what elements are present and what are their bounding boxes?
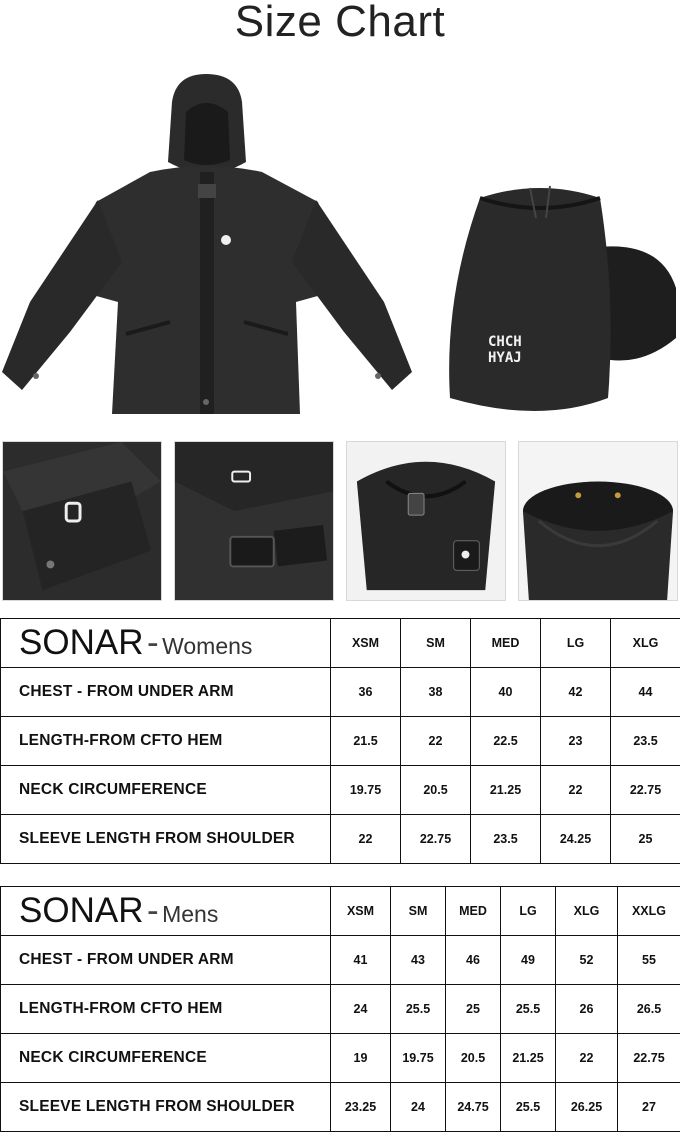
- measure-value: 21.5: [331, 717, 401, 766]
- measure-value: 25.5: [501, 1083, 556, 1132]
- measure-label: SLEEVE LENGTH FROM SHOULDER: [1, 1083, 331, 1132]
- measure-value: 25.5: [501, 985, 556, 1034]
- jacket-illustration: [0, 72, 414, 424]
- size-header: XSM: [331, 887, 391, 936]
- size-header: MED: [446, 887, 501, 936]
- measure-value: 23: [541, 717, 611, 766]
- womens-header-row: [1, 619, 680, 668]
- table-row: [1, 1083, 680, 1132]
- measure-value: 23.5: [611, 717, 680, 766]
- table-row: [1, 815, 680, 864]
- detail-photo-bag-opening: [518, 441, 678, 601]
- measure-value: 26.5: [618, 985, 680, 1034]
- size-header: XLG: [556, 887, 618, 936]
- measure-value: 42: [541, 668, 611, 717]
- measure-label: NECK CIRCUMFERENCE: [1, 766, 331, 815]
- measure-value: 52: [556, 936, 618, 985]
- table-row: [1, 1034, 680, 1083]
- measure-value: 22.75: [611, 766, 680, 815]
- brand-name: SONAR: [19, 891, 144, 930]
- measure-value: 22: [541, 766, 611, 815]
- measure-value: 27: [618, 1083, 680, 1132]
- opening-illustration: [519, 442, 677, 600]
- bag-photo: [440, 178, 680, 428]
- measure-value: 20.5: [401, 766, 471, 815]
- gender-label: Mens: [162, 901, 219, 927]
- measure-value: 22.5: [471, 717, 541, 766]
- title-separator: -: [146, 623, 159, 662]
- drawstring-illustration: [347, 442, 505, 600]
- measure-value: 19: [331, 1034, 391, 1083]
- measure-value: 23.25: [331, 1083, 391, 1132]
- size-header: XXLG: [618, 887, 680, 936]
- brand-name: SONAR: [19, 623, 144, 662]
- bag-illustration: [440, 178, 680, 428]
- page-title: Size Chart: [234, 0, 446, 46]
- measure-value: 26: [556, 985, 618, 1034]
- measure-value: 25: [446, 985, 501, 1034]
- size-header: LG: [541, 619, 611, 668]
- size-header: SM: [401, 619, 471, 668]
- measure-value: 22: [401, 717, 471, 766]
- measure-value: 22: [331, 815, 401, 864]
- measure-value: 21.25: [471, 766, 541, 815]
- measure-value: 36: [331, 668, 401, 717]
- jacket-photo: [0, 72, 414, 424]
- table-row: [1, 717, 680, 766]
- gender-label: Womens: [162, 633, 253, 659]
- measure-value: 20.5: [446, 1034, 501, 1083]
- measure-value: 19.75: [331, 766, 401, 815]
- measure-value: 22.75: [618, 1034, 680, 1083]
- bag-logo-top: CHCH: [488, 334, 522, 350]
- size-header: XLG: [611, 619, 680, 668]
- measure-value: 38: [401, 668, 471, 717]
- measure-value: 26.25: [556, 1083, 618, 1132]
- mens-size-table: [0, 886, 680, 1132]
- mens-header-row: [1, 887, 680, 936]
- measure-value: 55: [618, 936, 680, 985]
- size-header: SM: [391, 887, 446, 936]
- title-separator: -: [146, 891, 159, 930]
- cuff-illustration: [3, 442, 161, 600]
- measure-value: 24: [331, 985, 391, 1034]
- size-header: MED: [471, 619, 541, 668]
- measure-value: 24.75: [446, 1083, 501, 1132]
- measure-value: 22: [556, 1034, 618, 1083]
- buckle-illustration: [175, 442, 333, 600]
- table-row: [1, 766, 680, 815]
- size-header: XSM: [331, 619, 401, 668]
- measure-label: LENGTH-FROM CFTO HEM: [1, 985, 331, 1034]
- table-row: [1, 985, 680, 1034]
- measure-value: 21.25: [501, 1034, 556, 1083]
- detail-photo-drawstring: [346, 441, 506, 601]
- measure-value: 49: [501, 936, 556, 985]
- measure-value: 23.5: [471, 815, 541, 864]
- measure-value: 22.75: [401, 815, 471, 864]
- measure-label: SLEEVE LENGTH FROM SHOULDER: [1, 815, 331, 864]
- measure-label: CHEST - FROM UNDER ARM: [1, 668, 331, 717]
- measure-value: 25.5: [391, 985, 446, 1034]
- measure-value: 41: [331, 936, 391, 985]
- measure-label: NECK CIRCUMFERENCE: [1, 1034, 331, 1083]
- womens-table-title: [1, 619, 331, 668]
- measure-value: 40: [471, 668, 541, 717]
- measure-label: LENGTH-FROM CFTO HEM: [1, 717, 331, 766]
- bag-logo-bottom: HYAJ: [488, 350, 522, 366]
- measure-value: 24.25: [541, 815, 611, 864]
- detail-photo-cuff: [2, 441, 162, 601]
- measure-value: 46: [446, 936, 501, 985]
- measure-value: 19.75: [391, 1034, 446, 1083]
- measure-value: 25: [611, 815, 680, 864]
- detail-photo-buckle: [174, 441, 334, 601]
- measure-value: 24: [391, 1083, 446, 1132]
- table-row: [1, 936, 680, 985]
- mens-table-title: [1, 887, 331, 936]
- womens-size-table: [0, 618, 680, 864]
- measure-value: 44: [611, 668, 680, 717]
- size-header: LG: [501, 887, 556, 936]
- measure-label: CHEST - FROM UNDER ARM: [1, 936, 331, 985]
- measure-value: 43: [391, 936, 446, 985]
- table-row: [1, 668, 680, 717]
